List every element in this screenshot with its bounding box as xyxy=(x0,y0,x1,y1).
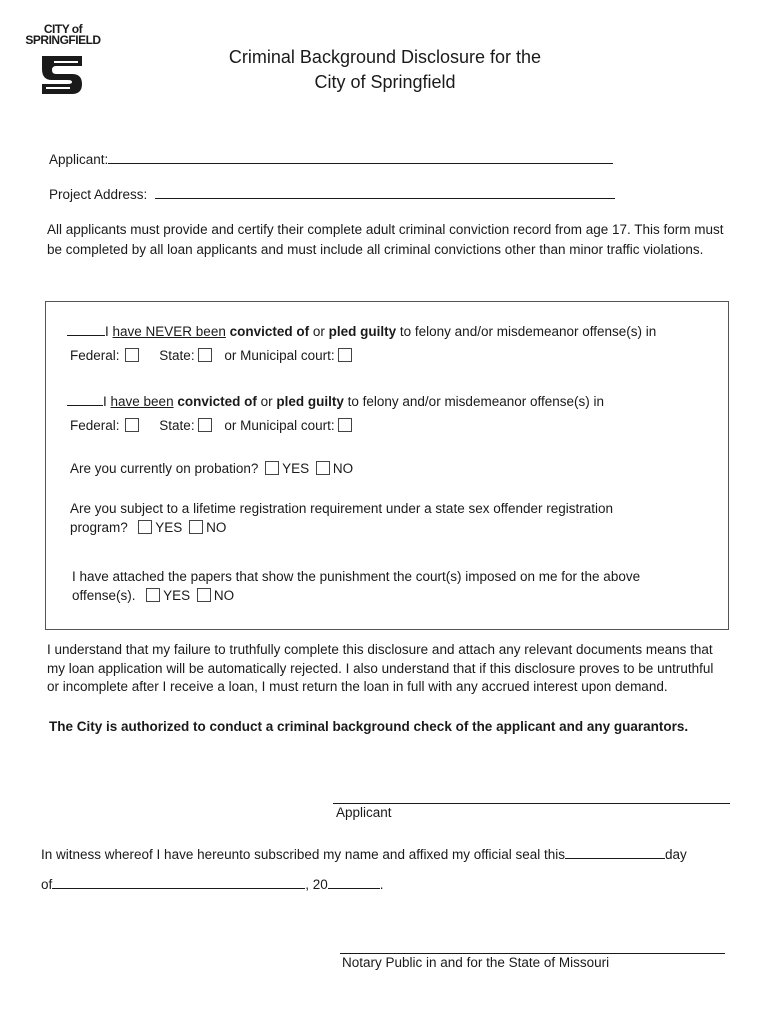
city-logo xyxy=(22,24,104,98)
applicant-signature-line[interactable] xyxy=(333,803,730,804)
year-input-line[interactable] xyxy=(328,876,380,889)
logo-line1: CITY of xyxy=(43,22,83,36)
applicant-input-line[interactable] xyxy=(108,151,613,164)
been-bold2: pled guilty xyxy=(276,394,344,409)
federal-label: Federal: xyxy=(70,348,120,363)
probation-no-label: NO xyxy=(332,461,354,476)
title-line1: Criminal Background Disclosure for the xyxy=(228,47,542,67)
registration-line1: Are you subject to a lifetime registration requirement under a state sex offender registration xyxy=(70,501,614,516)
registration-no-checkbox[interactable] xyxy=(189,520,203,534)
probation-yes-label: YES xyxy=(282,461,310,476)
registration-yes-checkbox[interactable] xyxy=(138,520,152,534)
been-convicted-initial-line[interactable] xyxy=(67,393,103,406)
springfield-s-icon xyxy=(38,52,86,96)
never-municipal-checkbox[interactable] xyxy=(338,348,352,362)
been-mid: or xyxy=(256,394,277,409)
been-state-checkbox[interactable] xyxy=(198,418,212,432)
title-line2: City of Springfield xyxy=(314,72,456,92)
period: . xyxy=(379,877,384,892)
state-label: State: xyxy=(159,348,195,363)
never-underlined: have NEVER been xyxy=(112,324,226,339)
attached-offense-label: offense(s). xyxy=(72,588,136,603)
been-municipal-checkbox[interactable] xyxy=(338,418,352,432)
never-mid: or xyxy=(309,324,329,339)
registration-line2 xyxy=(70,520,226,535)
been-convicted-statement xyxy=(67,393,604,409)
registration-program-label: program? xyxy=(70,520,128,535)
registration-yes-label: YES xyxy=(155,520,183,535)
project-address-field xyxy=(49,186,615,202)
of-label: of xyxy=(41,877,53,892)
day-input-line[interactable] xyxy=(565,846,665,859)
authorized-statement: The City is authorized to conduct a criminal background check of the applicant and any guarantors. xyxy=(49,719,689,734)
never-convicted-statement xyxy=(67,323,656,339)
month-input-line[interactable] xyxy=(52,876,305,889)
page-title xyxy=(160,45,610,95)
attached-line1: I have attached the papers that show the punishment the court(s) imposed on me for the above xyxy=(72,569,641,584)
day-label: day xyxy=(665,847,687,862)
never-federal-checkbox[interactable] xyxy=(125,348,139,362)
notary-label: Notary Public in and for the State of Missouri xyxy=(342,955,610,970)
been-bold1: convicted of xyxy=(177,394,257,409)
been-courts-row xyxy=(70,418,355,433)
municipal-label: or Municipal court: xyxy=(224,418,335,433)
applicant-field xyxy=(49,151,613,167)
intro-paragraph: All applicants must provide and certify their complete adult criminal conviction record from age 17. This form must be completed by all loan applicants and must include all criminal convictions other than minor traffic violations. xyxy=(47,222,724,257)
probation-no-checkbox[interactable] xyxy=(316,461,330,475)
never-suffix: to felony and/or misdemeanor offense(s) in xyxy=(396,324,657,339)
probation-question: Are you currently on probation? xyxy=(70,461,259,476)
been-federal-checkbox[interactable] xyxy=(125,418,139,432)
never-courts-row xyxy=(70,348,355,363)
been-prefix: I xyxy=(103,394,111,409)
federal-label: Federal: xyxy=(70,418,120,433)
probation-row xyxy=(70,461,353,476)
attached-yes-checkbox[interactable] xyxy=(146,588,160,602)
registration-no-label: NO xyxy=(206,520,227,535)
witness-line2 xyxy=(41,876,384,892)
been-underlined: have been xyxy=(110,394,174,409)
been-suffix: to felony and/or misdemeanor offense(s) in xyxy=(343,394,605,409)
witness-text: In witness whereof I have hereunto subscribed my name and affixed my official seal this xyxy=(41,847,566,862)
applicant-label: Applicant: xyxy=(49,152,109,167)
attached-no-label: NO xyxy=(213,588,235,603)
state-label: State: xyxy=(159,418,195,433)
never-prefix: I xyxy=(105,324,113,339)
never-bold2: pled guilty xyxy=(328,324,397,339)
probation-yes-checkbox[interactable] xyxy=(265,461,279,475)
logo-line2: SPRINGFIELD xyxy=(25,33,101,47)
project-address-input-line[interactable] xyxy=(155,186,615,199)
never-bold1: convicted of xyxy=(229,324,310,339)
municipal-label: or Municipal court: xyxy=(224,348,335,363)
project-address-label: Project Address: xyxy=(49,187,148,202)
attached-no-checkbox[interactable] xyxy=(197,588,211,602)
applicant-signature-label: Applicant xyxy=(336,805,392,820)
witness-line1 xyxy=(41,846,687,862)
attached-yes-label: YES xyxy=(163,588,191,603)
year-prefix: , 20 xyxy=(305,877,328,892)
understand-paragraph: I understand that my failure to truthfully complete this disclosure and attach any relevant documents means that my loan application will be automatically rejected. I also understand that if this disclosure proves to be untruthful or incomplete after I receive a loan, I must return the loan in full with any accrued interest upon demand. xyxy=(47,642,714,694)
never-state-checkbox[interactable] xyxy=(198,348,212,362)
never-convicted-initial-line[interactable] xyxy=(67,323,105,336)
attached-line2 xyxy=(72,588,234,603)
notary-signature-line[interactable] xyxy=(340,953,725,954)
